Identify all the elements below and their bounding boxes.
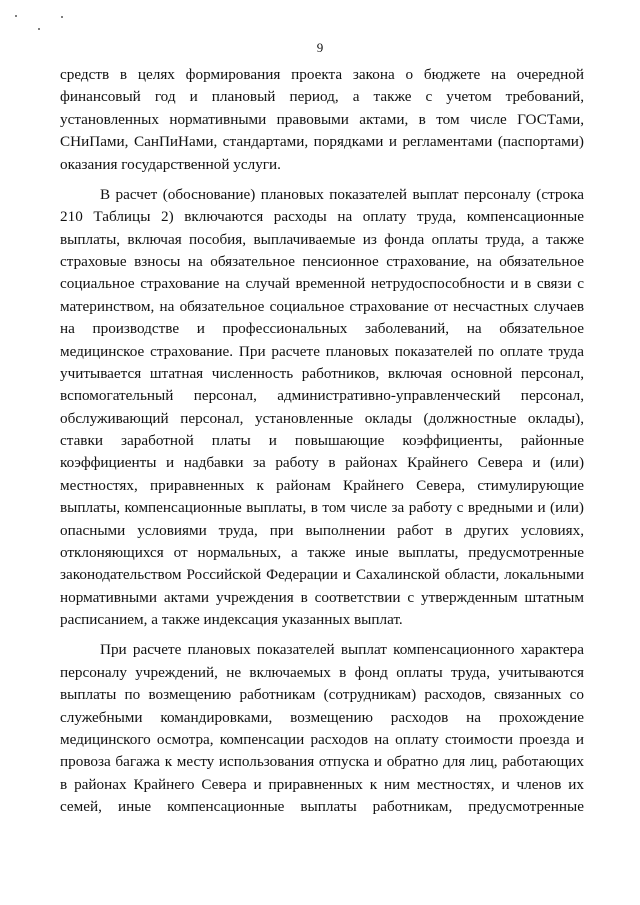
text-line: оказания государственной услуги. xyxy=(60,155,281,173)
text-line: опасными условиями труда, при выполнении работ в других условиях, xyxy=(60,521,584,539)
paragraph xyxy=(60,184,584,632)
text-line: медицинское страхование. При расчете плановых показателей по оплате труда xyxy=(60,342,584,360)
text-line: семей, иные компенсационные выплаты работникам, предусмотренные xyxy=(60,798,584,815)
text-line: выплаты, включая пособия, выплачиваемые из фонда оплаты труда, а также xyxy=(60,230,584,248)
text-line: расписанием, а также индексация указанных выплат. xyxy=(60,611,403,628)
text-line: персоналу учреждений, не включаемых в фонд оплаты труда, учитываются xyxy=(60,663,584,681)
text-line: 210 Таблицы 2) включаются расходы на оплату труда, компенсационные xyxy=(60,208,584,226)
text-line: материнством, на обязательное социальное страхование от несчастных случаев xyxy=(60,297,584,315)
text-line: местностях, приравненных к районам Крайнего Севера, стимулирующие xyxy=(60,476,584,494)
text-line: установленных нормативными правовыми актами, в том числе ГОСТами, xyxy=(60,110,584,128)
text-line: законодательством Российской Федерации и Сахалинской области, локальными xyxy=(60,566,584,584)
text-line: В расчет (обоснование) плановых показателей выплат персоналу (строка xyxy=(100,185,584,203)
text-line: провоза багажа к месту использования отпуска и обратно для лиц, работающих xyxy=(60,753,584,771)
paragraph-gap xyxy=(60,176,584,184)
text-line: СНиПами, СанПиНами, стандартами, порядками и регламентами (паспортами) xyxy=(60,133,584,151)
text-line: страховые взносы на обязательное пенсионное страхование, на обязательное xyxy=(60,253,584,270)
paragraph xyxy=(60,639,584,818)
page-number: 9 xyxy=(316,40,324,55)
text-line: учитывается штатная численность работников, включая основной персонал, xyxy=(60,364,584,382)
scan-speck xyxy=(61,16,63,18)
text-line: выплаты, компенсационные выплаты, в том числе за работу с вредными и (или) xyxy=(60,499,584,517)
text-line: При расчете плановых показателей выплат компенсационного характера xyxy=(100,641,584,659)
document-body xyxy=(60,64,584,818)
text-line: вспомогательный персонал, административно-управленческий персонал, xyxy=(60,387,584,405)
text-line: отклоняющихся от нормальных, а также иные выплаты, предусмотренные xyxy=(60,543,584,561)
text-line: медицинского осмотра, компенсации расходов на оплату стоимости проезда и xyxy=(60,730,584,748)
text-line: средств в целях формирования проекта закона о бюджете на очередной xyxy=(60,66,584,83)
paragraph xyxy=(60,64,584,176)
text-line: на производстве и профессиональных заболеваний, на обязательное xyxy=(60,320,584,338)
text-line: обслуживающий персонал, установленные оклады (должностные оклады), xyxy=(60,409,584,427)
text-line: коэффициенты и надбавки за работу в районах Крайнего Севера и (или) xyxy=(60,454,584,472)
text-line: социальное страхование на случай временной нетрудоспособности и в связи с xyxy=(60,275,584,293)
text-line: ставки заработной платы и повышающие коэффициенты, районные xyxy=(60,432,584,449)
text-line: выплаты по возмещению работникам (сотрудникам) расходов, связанных со xyxy=(60,686,584,704)
scan-speck xyxy=(15,15,17,17)
paragraph-gap xyxy=(60,631,584,639)
scan-speck xyxy=(38,28,40,30)
text-line: финансовый год и плановый период, а также с учетом требований, xyxy=(60,88,584,106)
text-line: нормативными актами учреждения в соответствии с утвержденным штатным xyxy=(60,588,584,606)
text-line: в районах Крайнего Севера и приравненных к ним местностях, и членов их xyxy=(60,775,584,793)
text-line: служебными командировками, возмещению расходов на прохождение xyxy=(60,708,584,726)
